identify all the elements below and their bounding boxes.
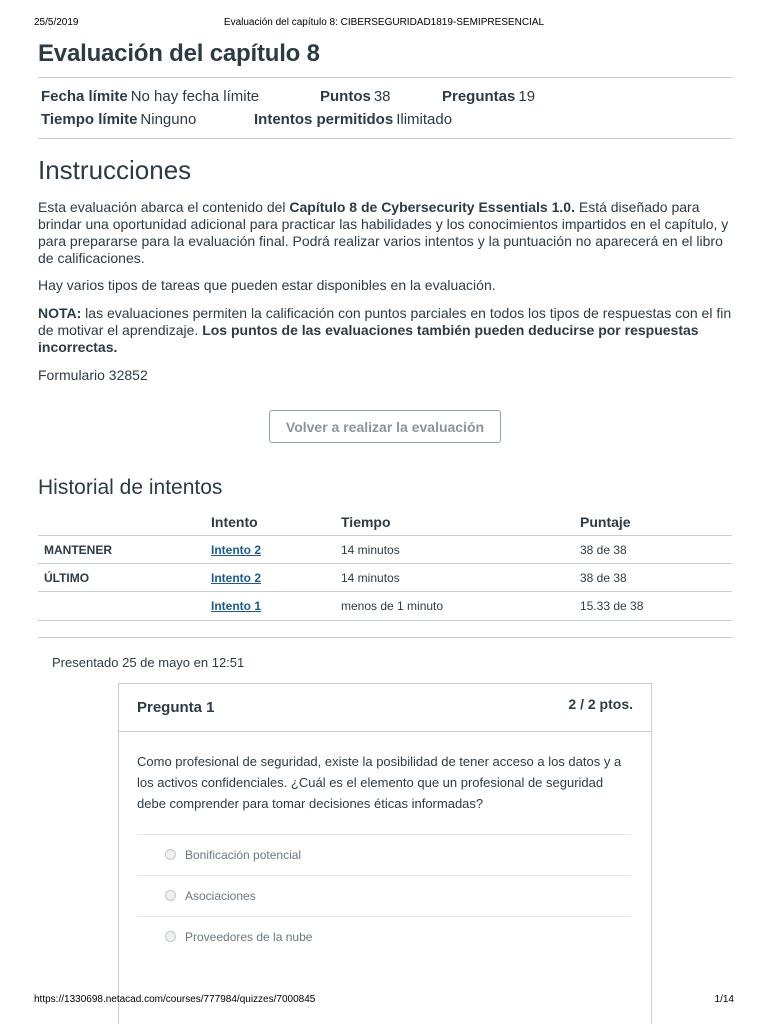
attempt-time: 14 minutos: [341, 571, 400, 585]
points-value: 38: [373, 88, 391, 105]
question-title: Pregunta 1: [137, 699, 215, 716]
divider: [38, 77, 732, 78]
answer-label: Bonificación potencial: [185, 848, 302, 862]
divider: [38, 637, 732, 638]
table-row: [38, 563, 732, 592]
answer-option[interactable]: [165, 889, 256, 903]
attempt-link[interactable]: Intento 2: [211, 543, 261, 557]
column-attempt: Intento: [211, 514, 258, 530]
radio-button[interactable]: [165, 931, 176, 942]
instructions-note: NOTA: las evaluaciones permiten la calificación con puntos parciales en todos los tipos de respuestas con el fin de motivar el aprendizaje. Los puntos de las evaluaciones también pueden deducirse por respuestas incorrectas.: [38, 305, 732, 355]
page-title: Evaluación del capítulo 8: [38, 40, 320, 67]
due-value: No hay fecha límite: [130, 88, 260, 105]
divider: [38, 138, 732, 139]
instructions-heading: Instrucciones: [38, 155, 192, 185]
row-label: MANTENER: [44, 543, 112, 557]
answer-label: Proveedores de la nube: [185, 930, 313, 944]
answer-option[interactable]: [165, 930, 312, 944]
column-time: Tiempo: [341, 514, 391, 530]
time-limit-value: Ninguno: [140, 111, 197, 128]
radio-button[interactable]: [165, 890, 176, 901]
instructions-paragraph-1: Esta evaluación abarca el contenido del Capítulo 8 de Cybersecurity Essentials 1.0. Está diseñado para brindar una oportunidad adicional para practicar las habilidades y los conocimientos impartidos en el capítulo, y para prepararse para la evaluación final. Podrá realizar varios intentos y la puntuación no aparecerá en el libro de calificaciones.: [38, 199, 729, 266]
answer-option[interactable]: [165, 848, 301, 862]
attempt-link[interactable]: Intento 1: [211, 599, 261, 613]
radio-button[interactable]: [165, 849, 176, 860]
questions-value: 19: [518, 88, 536, 105]
question-text: Como profesional de seguridad, existe la posibilidad de tener acceso a los datos y a los activos confidenciales. ¿Cuál es el elemento que un profesional de seguridad debe comprender para tomar decisiones éticas informadas?: [137, 754, 622, 811]
row-label: ÚLTIMO: [44, 571, 90, 585]
answer-label: Asociaciones: [185, 889, 256, 903]
table-header: [38, 510, 732, 535]
attempt-score: 15.33 de 38: [580, 599, 644, 613]
attempt-score: 38 de 38: [580, 543, 627, 557]
instructions-paragraph-2: Hay varios tipos de tareas que pueden estar disponibles en la evaluación.: [38, 277, 496, 293]
column-score: Puntaje: [580, 514, 631, 530]
print-url: https://1330698.netacad.com/courses/777984/quizzes/7000845: [34, 994, 316, 1005]
question-card: [118, 683, 652, 1024]
retake-quiz-button[interactable]: Volver a realizar la evaluación: [269, 410, 501, 443]
submitted-timestamp: Presentado 25 de mayo en 12:51: [52, 655, 245, 670]
attempt-history-heading: Historial de intentos: [38, 476, 223, 499]
attempt-link[interactable]: Intento 2: [211, 571, 261, 585]
answer-divider: [137, 875, 631, 876]
attempts-label: Intentos permitidos: [254, 111, 394, 128]
due-label: Fecha límite: [41, 88, 128, 105]
table-row: [38, 535, 732, 564]
table-row: [38, 591, 732, 621]
attempt-time: menos de 1 minuto: [341, 599, 444, 613]
time-limit-label: Tiempo límite: [41, 111, 138, 128]
print-page-title: Evaluación del capítulo 8: CIBERSEGURIDAD1819-SEMIPRESENCIAL: [223, 17, 545, 28]
form-number: Formulario 32852: [38, 367, 148, 383]
points-label: Puntos: [320, 88, 371, 105]
question-header: [119, 684, 651, 732]
attempts-value: Ilimitado: [396, 111, 453, 128]
print-date: 25/5/2019: [34, 17, 79, 28]
answer-divider: [137, 834, 631, 835]
question-points: 2 / 2 ptos.: [568, 696, 633, 712]
questions-label: Preguntas: [442, 88, 516, 105]
attempt-time: 14 minutos: [341, 543, 400, 557]
answer-divider: [137, 916, 631, 917]
attempt-score: 38 de 38: [580, 571, 627, 585]
page-number: 1/14: [714, 994, 734, 1005]
